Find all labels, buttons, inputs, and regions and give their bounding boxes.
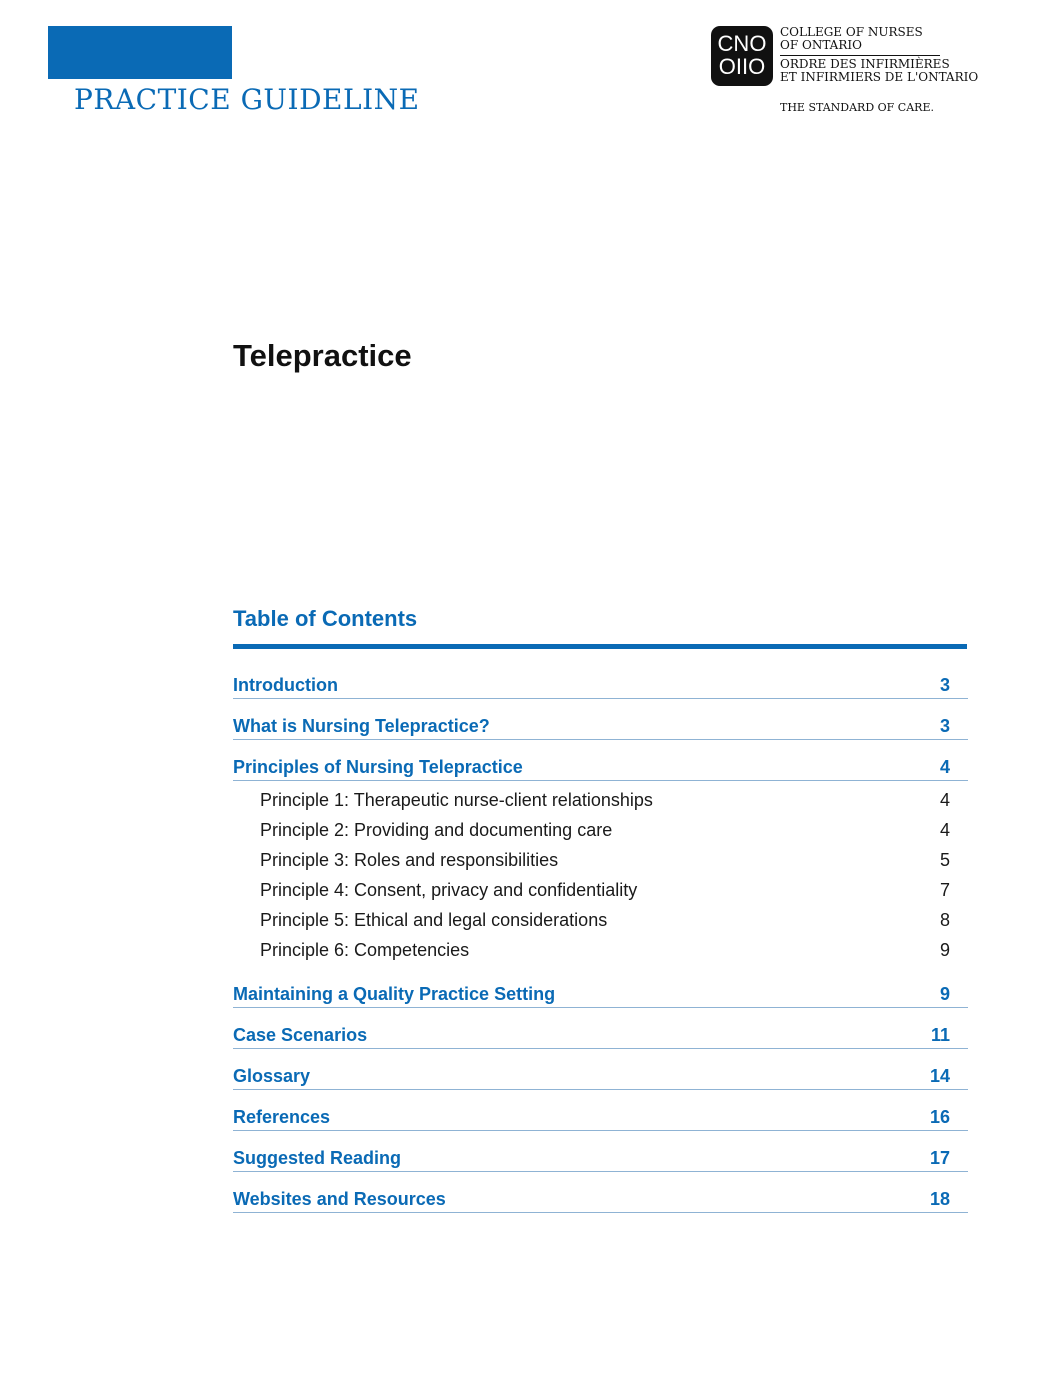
toc-subentry-title: Principle 2: Providing and documenting care <box>260 820 613 840</box>
table-of-contents <box>233 662 968 1213</box>
toc-subentry-title: Principle 5: Ethical and legal considerations <box>260 910 608 930</box>
toc-entry-page: 9 <box>939 984 950 1004</box>
toc-subentry-principle-6[interactable] <box>233 935 968 965</box>
toc-heading: Table of Contents <box>233 606 418 631</box>
toc-entry-references[interactable] <box>233 1094 968 1131</box>
toc-entry-page: 3 <box>939 716 950 736</box>
toc-entry-introduction[interactable] <box>233 662 968 699</box>
toc-entry-title: Glossary <box>233 1066 311 1086</box>
toc-entry-websites-and-resources[interactable] <box>233 1176 968 1213</box>
toc-entry-case-scenarios[interactable] <box>233 1012 968 1049</box>
toc-entry-title: Maintaining a Quality Practice Setting <box>233 984 556 1004</box>
toc-entry-what-is-nursing-telepractice[interactable] <box>233 703 968 740</box>
toc-entry-suggested-reading[interactable] <box>233 1135 968 1172</box>
toc-subentry-title: Principle 3: Roles and responsibilities <box>260 850 559 870</box>
toc-subentry-page: 7 <box>939 880 950 900</box>
series-label: PRACTICE GUIDELINE <box>74 83 420 116</box>
toc-subentry-page: 4 <box>939 820 950 840</box>
toc-subentry-principle-3[interactable] <box>233 845 968 875</box>
toc-subentries-principles <box>233 781 968 971</box>
toc-entry-page: 3 <box>939 675 950 695</box>
document-title: Telepractice <box>233 338 412 373</box>
toc-subentry-page: 9 <box>939 940 950 960</box>
toc-entry-title: Suggested Reading <box>233 1148 402 1168</box>
toc-subentry-page: 5 <box>939 850 950 870</box>
org-tagline: THE STANDARD OF CARE. <box>780 101 934 114</box>
toc-subentry-title: Principle 4: Consent, privacy and confidentiality <box>260 880 638 900</box>
toc-subentry-page: 4 <box>939 790 950 810</box>
org-name-fr-line2: ET INFIRMIERS DE L'ONTARIO <box>780 70 979 84</box>
logo-text-bottom: OIIO <box>718 54 766 79</box>
toc-entry-page: 16 <box>929 1107 950 1127</box>
toc-subentry-principle-1[interactable] <box>233 785 968 815</box>
cno-logo <box>711 26 773 86</box>
organization-name <box>780 25 979 84</box>
toc-entry-page: 11 <box>930 1025 950 1045</box>
toc-subentry-principle-4[interactable] <box>233 875 968 905</box>
toc-subentry-principle-2[interactable] <box>233 815 968 845</box>
toc-entry-title: References <box>233 1107 331 1127</box>
toc-entry-principles[interactable] <box>233 744 968 781</box>
toc-heading-rule <box>233 644 967 649</box>
toc-subentry-principle-5[interactable] <box>233 905 968 935</box>
org-name-en-line2: OF ONTARIO <box>780 38 862 52</box>
org-name-en-line1: COLLEGE OF NURSES <box>780 25 923 39</box>
toc-subentry-title: Principle 6: Competencies <box>260 940 470 960</box>
toc-entry-title: Websites and Resources <box>233 1189 446 1209</box>
toc-subentry-page: 8 <box>939 910 950 930</box>
toc-entry-title: Introduction <box>233 675 338 695</box>
toc-entry-page: 4 <box>939 757 950 777</box>
toc-subentry-title: Principle 1: Therapeutic nurse-client relationships <box>260 790 653 810</box>
org-name-divider <box>780 55 940 56</box>
toc-entry-title: Principles of Nursing Telepractice <box>233 757 523 777</box>
toc-entry-title: What is Nursing Telepractice? <box>233 716 490 736</box>
org-name-fr-line1: ORDRE DES INFIRMIÈRES <box>780 57 950 71</box>
toc-entry-page: 14 <box>929 1066 950 1086</box>
toc-entry-page: 17 <box>929 1148 950 1168</box>
toc-entry-quality-practice-setting[interactable] <box>233 971 968 1008</box>
header-color-block <box>48 26 232 79</box>
toc-entry-title: Case Scenarios <box>233 1025 368 1045</box>
toc-entry-glossary[interactable] <box>233 1053 968 1090</box>
logo-text-top: CNO <box>717 31 767 56</box>
toc-entry-page: 18 <box>929 1189 950 1209</box>
